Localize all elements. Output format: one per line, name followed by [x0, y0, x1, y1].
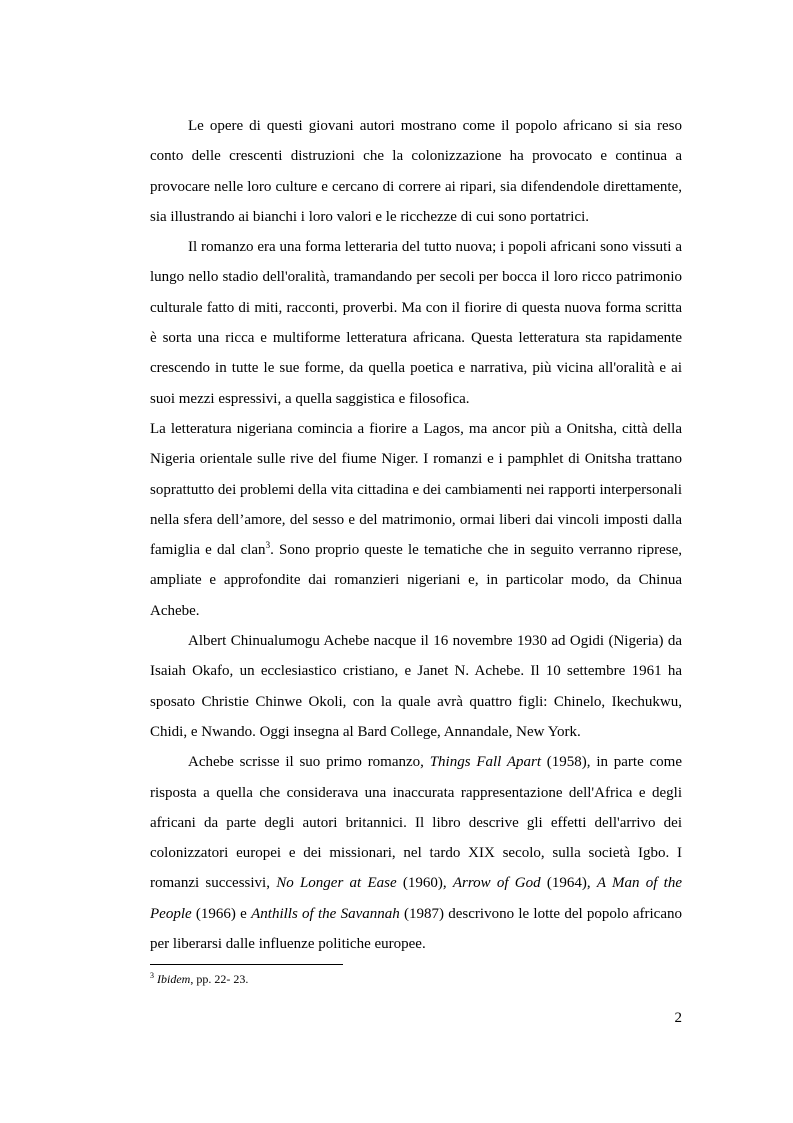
paragraph-3-text-end: . Sono proprio queste le tematiche che in seguito verranno riprese, ampliate e approfondite dai romanzieri nigeriani e, in particolar modo, da Chinua Achebe.	[150, 542, 682, 619]
paragraph-5-text: (1964),	[540, 875, 597, 892]
book-title: A Man of the People	[150, 875, 682, 922]
paragraph-5-text: (1966) e	[191, 905, 252, 922]
paragraph-5	[150, 747, 682, 959]
footnote-number: 3	[150, 971, 154, 980]
paragraph-2: Il romanzo era una forma letteraria del tutto nuova; i popoli africani sono vissuti a lungo nello stadio dell'oralità, tramandando per secoli per bocca il loro ricco patrimonio culturale fatto di miti, racconti, proverbi. Ma con il fiorire di questa nuova forma scritta è sorta una ricca e multiforme letteratura africana. Questa letteratura sta rapidamente crescendo in tutte le sue forme, da quella poetica e narrativa, più vicina all'oralità e ai suoi mezzi espressivi, a quella saggistica e filosofica.	[150, 239, 682, 407]
book-title: Things Fall Apart	[429, 754, 542, 771]
book-title: No Longer at Ease	[276, 875, 397, 892]
footnote-divider	[150, 964, 343, 965]
paragraph-1: Le opere di questi giovani autori mostrano come il popolo africano si sia reso conto delle crescenti distruzioni che la colonizzazione ha provocato e continua a provocare nelle loro culture e cercano di correre ai ripari, sia difendendole direttamente, sia illustrando ai bianchi i loro valori e le ricchezze di cui sono portatrici.	[150, 118, 682, 225]
paragraph-3-text: La letteratura nigeriana comincia a fiorire a Lagos, ma ancor più a Onitsha, città della Nigeria orientale sulle rive del fiume Niger. I romanzi e i pamphlet di Onitsha trattano soprattutto dei problemi della vita cittadina e dei cambiamenti nei rapporti interpersonali nella sfera dell’amore, del sesso e del matrimonio, ormai liberi dai vincoli imposti dalla famiglia e dal clan	[150, 420, 682, 559]
paragraph-5-text: (1960),	[396, 875, 453, 892]
book-title: Arrow of God	[452, 875, 541, 892]
paragraph-4: Albert Chinualumogu Achebe nacque il 16 novembre 1930 ad Ogidi (Nigeria) da Isaiah Okafo, un ecclesiastico cristiano, e Janet N. Achebe. Il 10 settembre 1961 ha sposato Christie Chinwe Okoli, con la quale avrà quattro figli: Chinelo, Ikechukwu, Chidi, e Nwando. Oggi insegna al Bard College, Annandale, New York.	[150, 633, 682, 740]
footnote-reference[interactable]: 3	[265, 540, 271, 551]
footnote-source: Ibidem	[157, 972, 191, 986]
footnote	[150, 971, 682, 987]
body-text	[150, 111, 682, 959]
book-title: Anthills of the Savannah	[251, 905, 400, 922]
paragraph-5-text: (1958), in parte come risposta a quella che considerava una inaccurata rappresentazione dell'Africa e degli africani da parte degli autori britannici. Il libro descrive gli effetti dell'arrivo dei colonizzatori europei e dei missionari, nel tardo XIX secolo, sulla società Igbo. I romanzi successivi,	[150, 754, 682, 892]
paragraph-5-text: (1987) descrivono le lotte del popolo africano per liberarsi dalle influenze politiche europee.	[150, 905, 682, 953]
paragraph-3	[150, 414, 682, 626]
paragraph-5-text: Achebe scrisse il suo primo romanzo,	[188, 754, 430, 771]
page-number: 2	[674, 1010, 682, 1026]
footnote-pages: , pp. 22- 23.	[190, 972, 249, 986]
